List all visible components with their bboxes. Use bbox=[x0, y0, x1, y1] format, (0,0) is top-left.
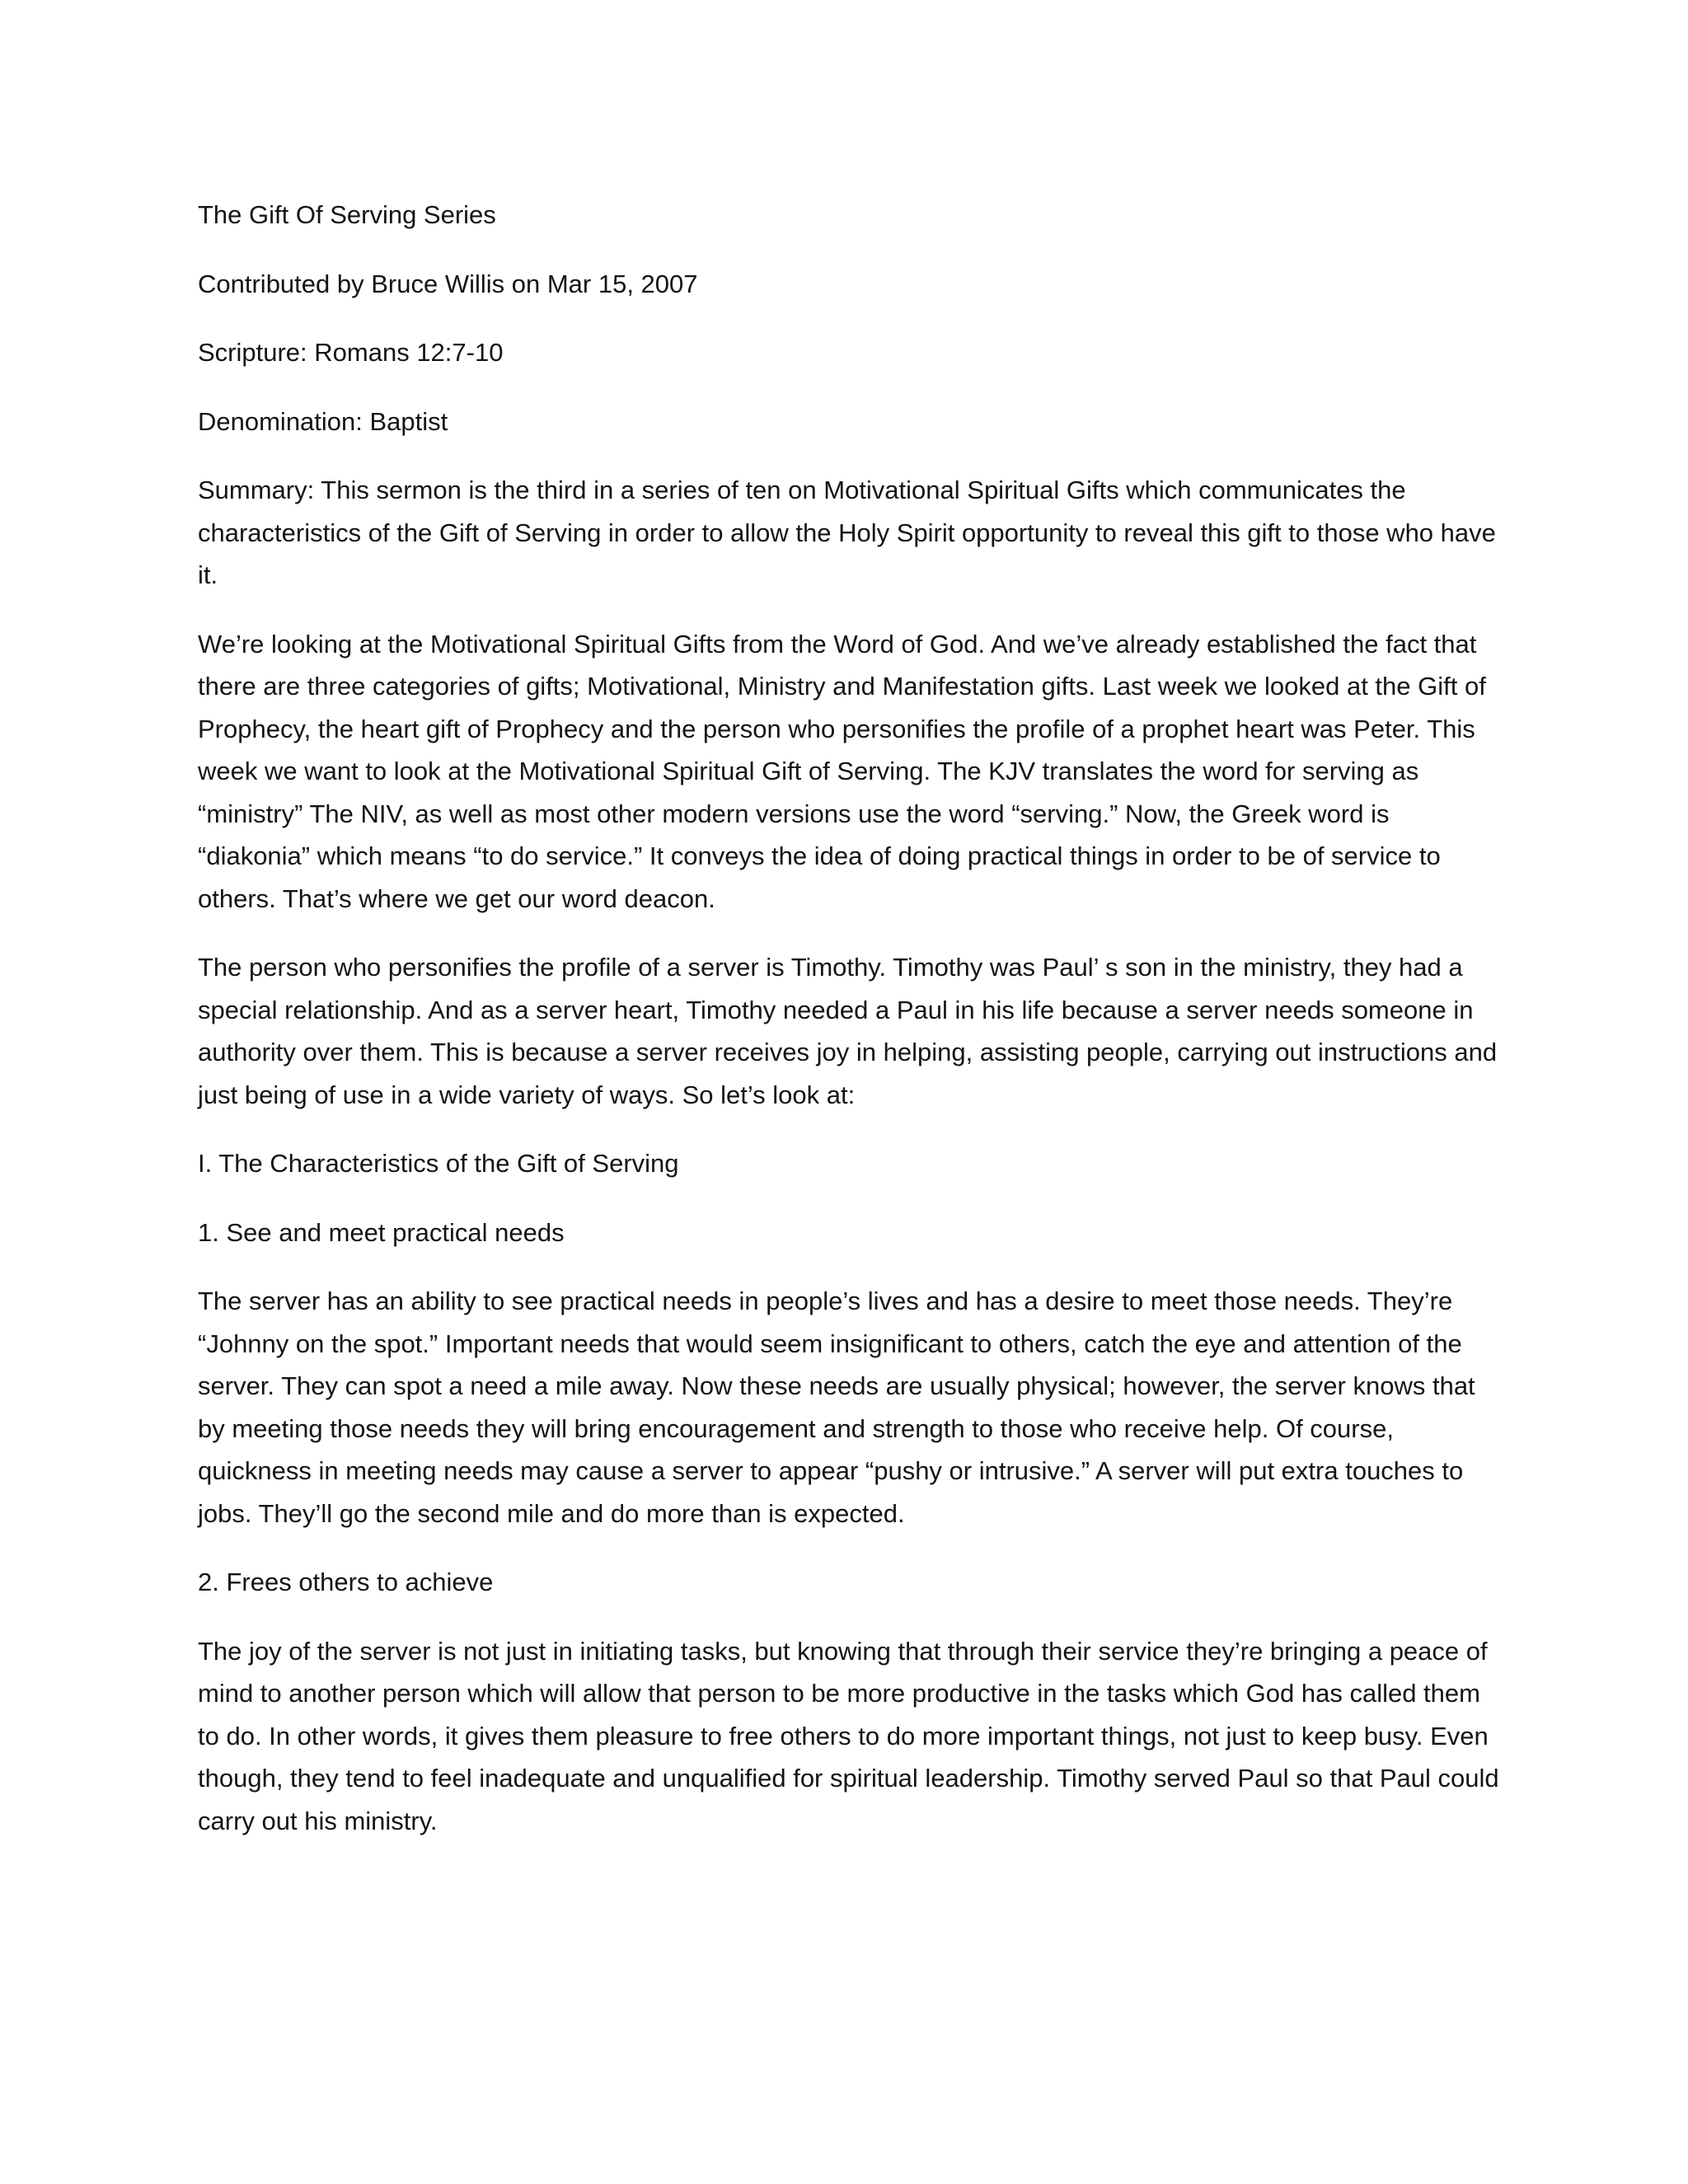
denomination-line: Denomination: Baptist bbox=[198, 406, 448, 436]
point-2-heading: 2. Frees others to achieve bbox=[198, 1568, 494, 1596]
section-heading: I. The Characteristics of the Gift of Serving bbox=[198, 1149, 679, 1178]
document-page bbox=[198, 194, 1500, 1868]
point-2-paragraph: The joy of the server is not just in initiating tasks, but knowing that through their service they’re bringing a peace of mind to another person which will allow that person to be more productive in the tasks which God has called them to do. In other words, it gives them pleasure to free others to do more important things, not just to keep busy. Even though, they tend to feel inadequate and unqualified for spiritual leadership. Timothy served Paul so that Paul could carry out his ministry. bbox=[198, 1636, 1499, 1835]
intro-paragraph: We’re looking at the Motivational Spiritual Gifts from the Word of God. And we’ve already established the fact that there are three categories of gifts; Motivational, Ministry and Manifestation gifts. Last week we looked at the Gift of Prophecy, the heart gift of Prophecy and the person who personifies the profile of a prophet heart was Peter. This week we want to look at the Motivational Spiritual Gift of Serving. The KJV translates the word for serving as “ministry” The NIV, as well as most other modern versions use the word “serving.” Now, the Greek word is “diakonia” which means “to do service.” It conveys the idea of doing practical things in order to be of service to others. That’s where we get our word deacon. bbox=[198, 629, 1486, 913]
timothy-paragraph: The person who personifies the profile of a server is Timothy. Timothy was Paul’ s son in the ministry, they had a special relationship. And as a server heart, Timothy needed a Paul in his life because a server needs someone in authority over them. This is because a server receives joy in helping, assisting people, carrying out instructions and just being of use in a wide variety of ways. So let’s look at: bbox=[198, 953, 1498, 1109]
contributor-line: Contributed by Bruce Willis on Mar 15, 2007 bbox=[198, 269, 698, 298]
point-1-heading: 1. See and meet practical needs bbox=[198, 1217, 565, 1247]
scripture-line: Scripture: Romans 12:7-10 bbox=[198, 338, 504, 367]
point-1-paragraph: The server has an ability to see practical needs in people’s lives and has a desire to meet those needs. They’re “Johnny on the spot.” Important needs that would seem insignificant to others, catch the eye and attention of the server. They can spot a need a mile away. Now these needs are usually physical; however, the server knows that by meeting those needs they will bring encouragement and strength to those who receive help. Of course, quickness in meeting needs may cause a server to appear “pushy or intrusive.” A server will put extra touches to jobs. They’ll go the second mile and do more than is expected. bbox=[198, 1286, 1475, 1528]
document-title: The Gift Of Serving Series bbox=[198, 200, 496, 229]
summary-paragraph: Summary: This sermon is the third in a series of ten on Motivational Spiritual Gifts which communicates the characteristics of the Gift of Serving in order to allow the Holy Spirit opportunity to reveal this gift to those who have it. bbox=[198, 476, 1496, 589]
